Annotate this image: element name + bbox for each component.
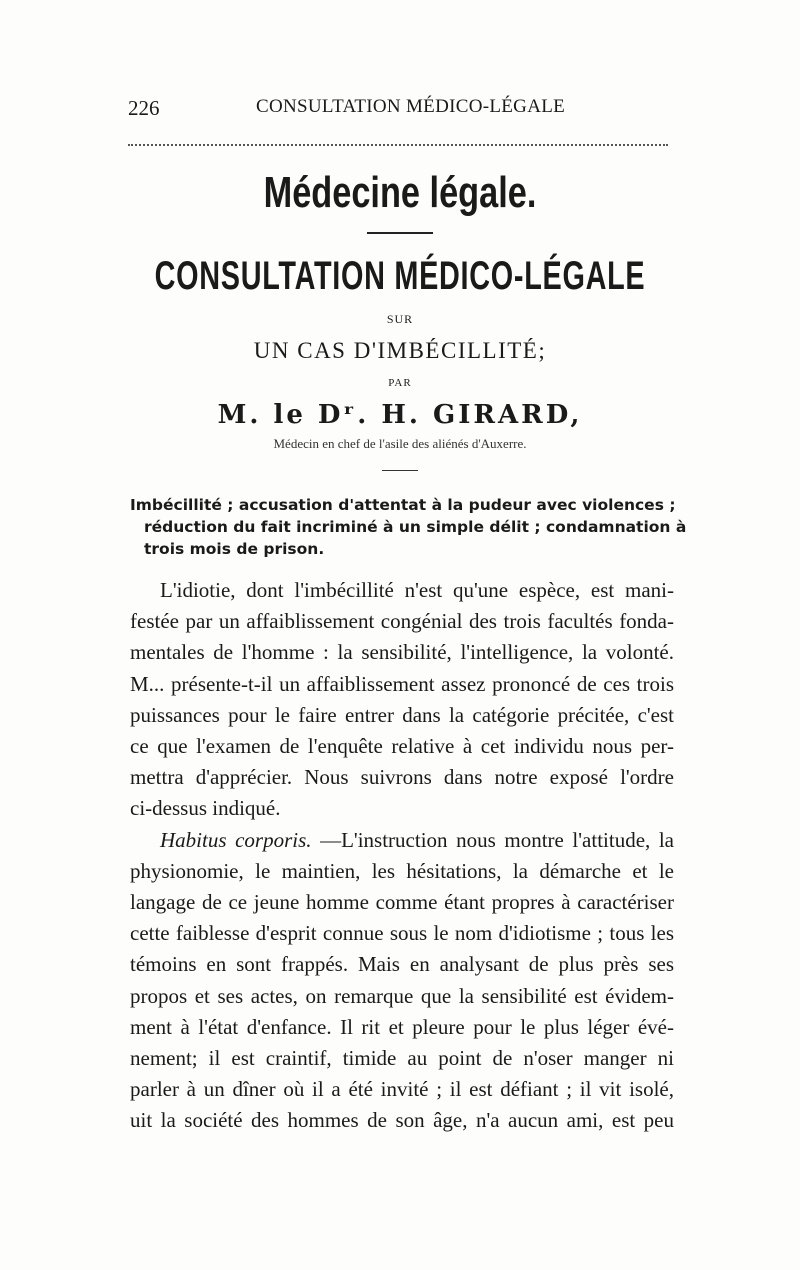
paragraph-line: mettra d'apprécier. Nous suivrons dans notre exposé l'ordre (130, 765, 674, 790)
paragraph-line: parler à un dîner où il a été invité ; il est défiant ; il vit isolé, (130, 1077, 674, 1102)
paragraph-line: cette faiblesse d'esprit connue sous le nom d'idiotisme ; tous les (130, 921, 674, 946)
author-name: M. le Dʳ. H. GIRARD, (217, 400, 583, 430)
section-rule (367, 232, 433, 234)
summary-block (130, 494, 687, 560)
paragraph-line-rest: —L'instruction nous montre l'attitude, la (311, 827, 674, 852)
paragraph-line: mentales de l'homme : la sensibilité, l'intelligence, la volonté. (130, 640, 674, 665)
paragraph-line: physionomie, le maintien, les hésitations, la démarche et le (130, 858, 674, 883)
running-head (128, 96, 688, 120)
running-title: CONSULTATION MÉDICO-LÉGALE (256, 96, 566, 117)
habitus-label: Habitus corporis. (160, 827, 312, 852)
paragraph-line: puissances pour le faire entrer dans la catégorie précitée, c'est (130, 702, 674, 727)
page-number: 226 (128, 96, 160, 120)
section-title: Médecine légale. (263, 168, 537, 217)
summary-line: réduction du fait incriminé à un simple délit ; condamnation à (144, 518, 687, 536)
paragraph-line: nement; il est craintif, timide au point de n'oser manger ni (130, 1046, 674, 1071)
sur-label: SUR (386, 312, 414, 326)
summary-line: Imbécillité ; accusation d'attentat à la pudeur avec violences ; (130, 496, 676, 514)
author-affiliation: Médecin en chef de l'asile des aliénés d'Auxerre. (273, 436, 527, 451)
body-text (130, 575, 674, 1137)
par-label: PAR (388, 377, 412, 389)
paragraph-line: M... présente-t-il un affaiblissement assez prononcé de ces trois (130, 671, 674, 696)
summary-line: trois mois de prison. (144, 540, 325, 558)
paragraph-line (130, 825, 674, 856)
divider-rule (382, 470, 418, 471)
paragraph-line: ce que l'examen de l'enquête relative à cet individu nous per- (130, 734, 674, 759)
paragraph-line: ment à l'état d'enfance. Il rit et pleure pour le plus léger évé- (130, 1014, 674, 1039)
header-rule (128, 144, 668, 146)
paragraph-line: témoins en sont frappés. Mais en analysant de plus près ses (130, 952, 674, 977)
paragraph-line: L'idiotie, dont l'imbécillité n'est qu'une espèce, est mani- (160, 578, 674, 602)
paragraph-line: ci-dessus indiqué. (130, 796, 281, 821)
paragraph-line: uit la société des hommes de son âge, n'a aucun ami, est peu (130, 1108, 674, 1133)
paragraph-line: langage de ce jeune homme comme étant propres à caractériser (130, 890, 674, 915)
paragraph-line: festée par un affaiblissement congénial des trois facultés fonda- (130, 609, 674, 634)
paragraph-line: propos et ses actes, on remarque que la sensibilité est évidem- (130, 983, 674, 1008)
article-subtitle: UN CAS D'IMBÉCILLITÉ; (253, 338, 547, 363)
article-title: CONSULTATION MÉDICO-LÉGALE (154, 254, 646, 298)
